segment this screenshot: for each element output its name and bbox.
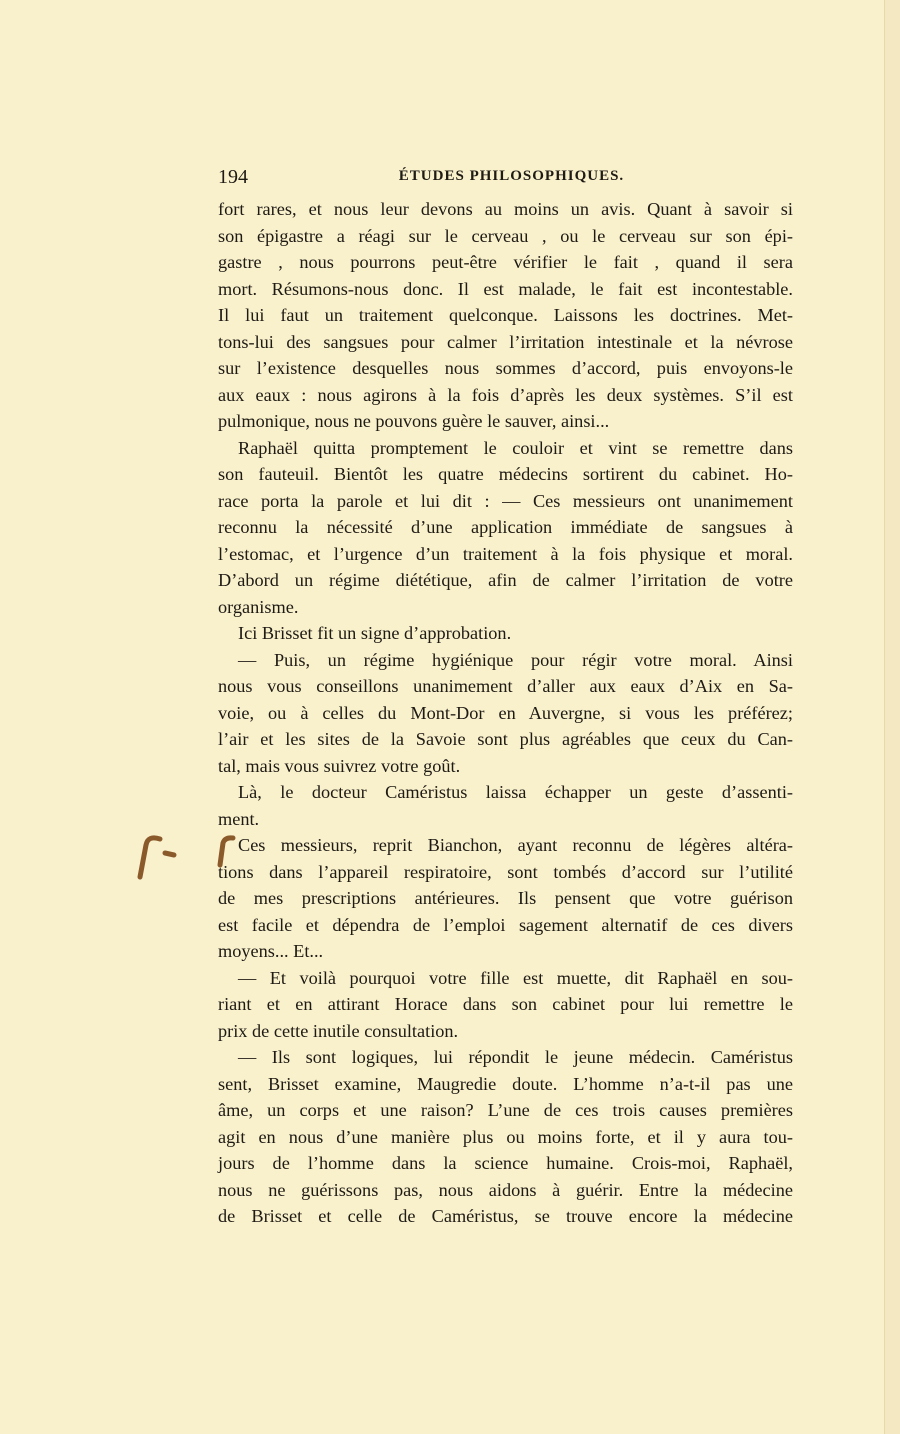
text-line: tions dans l’appareil respiratoire, sont tombés d’accord sur l’utilité <box>218 861 793 882</box>
text-line: prix de cette inutile consultation. <box>218 1020 459 1041</box>
text-line: de Brisset et celle de Caméristus, se trouve encore la médecine <box>218 1206 793 1226</box>
text-line: Ici Brisset fit un signe d’approbation. <box>238 623 512 643</box>
text-line: âme, un corps et une raison? L’une de ces trois causes premières <box>218 1100 793 1120</box>
text-line: ment. <box>218 808 260 829</box>
text-line: fort rares, et nous leur devons au moins un avis. Quant à savoir si <box>218 199 793 219</box>
text-line: l’estomac, et l’urgence d’un traitement à la fois physique et moral. <box>218 543 793 564</box>
text-line: son fauteuil. Bientôt les quatre médecins sortirent du cabinet. Ho- <box>218 464 793 484</box>
text-line: — Puis, un régime hygiénique pour régir votre moral. Ainsi <box>238 649 793 670</box>
running-header <box>218 166 793 192</box>
text-line: de mes prescriptions antérieures. Ils pensent que votre guérison <box>218 888 793 908</box>
text-line: Là, le docteur Caméristus laissa échapper un geste d’assenti- <box>238 782 793 802</box>
text-line: Ces messieurs, reprit Bianchon, ayant reconnu de légères altéra- <box>238 835 793 855</box>
text-line: sur l’existence desquelles nous sommes d’accord, puis envoyons-le <box>218 358 793 378</box>
text-line: l’air et les sites de la Savoie sont plus agréables que ceux du Can- <box>218 729 793 749</box>
text-line: Il lui faut un traitement quelconque. Laissons les doctrines. Met- <box>218 305 793 325</box>
text-line: moyens... Et... <box>218 941 324 961</box>
text-line: voie, ou à celles du Mont-Dor en Auvergne, si vous les préférez; <box>218 702 793 723</box>
text-line: reconnu la nécessité d’une application immédiate de sangsues à <box>218 517 793 537</box>
text-line: organisme. <box>218 596 299 617</box>
text-line: est facile et dépendra de l’emploi sagement alternatif de ces divers <box>218 914 793 935</box>
text-line: agit en nous d’une manière plus ou moins forte, et il y aura tou- <box>218 1126 793 1147</box>
running-title: ÉTUDES PHILOSOPHIQUES. <box>398 168 625 184</box>
text-line: mort. Résumons-nous donc. Il est malade, le fait est incontestable. <box>218 278 793 299</box>
text-line: jours de l’homme dans la science humaine. Crois-moi, Raphaël, <box>218 1153 793 1173</box>
text-line: gastre , nous pourrons peut-être vérifier le fait , quand il sera <box>218 252 793 272</box>
text-line: son épigastre a réagi sur le cerveau , ou le cerveau sur son épi- <box>218 225 793 246</box>
text-line: tons-lui des sangsues pour calmer l’irritation intestinale et la névrose <box>218 331 793 352</box>
page-edge <box>884 0 900 1434</box>
text-line: sent, Brisset examine, Maugredie doute. L’homme n’a-t-il pas une <box>218 1073 793 1094</box>
body-text <box>218 196 793 1230</box>
text-line: — Ils sont logiques, lui répondit le jeune médecin. Caméristus <box>238 1047 793 1067</box>
text-line: aux eaux : nous agirons à la fois d’après les deux systèmes. S’il est <box>218 384 793 405</box>
text-line: riant et en attirant Horace dans son cabinet pour lui remettre le <box>218 994 793 1014</box>
page-number: 194 <box>218 166 248 188</box>
text-line: nous ne guérissons pas, nous aidons à guérir. Entre la médecine <box>218 1179 793 1200</box>
text-line: — Et voilà pourquoi votre fille est muette, dit Raphaël en sou- <box>238 967 793 988</box>
handwritten-margin-mark-icon <box>130 825 250 895</box>
text-line: pulmonique, nous ne pouvons guère le sauver, ainsi... <box>218 411 610 431</box>
text-line: Raphaël quitta promptement le couloir et vint se remettre dans <box>238 437 793 458</box>
text-line: race porta la parole et lui dit : — Ces messieurs ont unanimement <box>218 490 793 511</box>
text-line: D’abord un régime diététique, afin de calmer l’irritation de votre <box>218 570 793 590</box>
text-line: nous vous conseillons unanimement d’aller aux eaux d’Aix en Sa- <box>218 676 793 696</box>
text-line: tal, mais vous suivrez votre goût. <box>218 755 461 776</box>
